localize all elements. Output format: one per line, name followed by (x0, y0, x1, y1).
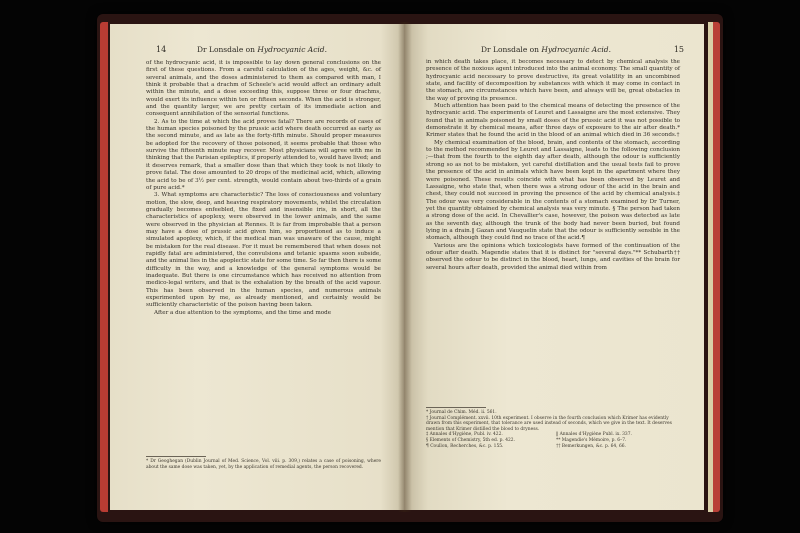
book-gutter (398, 22, 412, 512)
left-running-head (110, 44, 404, 56)
left-paragraph: 2. As to the time at which the acid proves fatal? There are records of cases of the human species poisoned by the prussic acid where death occurred as early as the second minute, and as late as the forty-fifth minute. Should proper measures be adopted for the recovery of those poisoned, it seems probable that those who survive the fifteenth minute may recover. Most physicians will agree with me in thinking that the Parisian epileptics, if properly attended to, would have lived; and it deserves remark, that a smaller dose than that which they took is not likely to prove fatal. The dose amounted to 20 drops of the medicinal acid, which, allowing the acid to be of 3½ per cent. strength, would contain about two-thirds of a grain of pure acid.* (146, 118, 381, 191)
right-paragraph: My chemical examination of the blood, brain, and contents of the stomach, according to the method recommended by Leuret and Lassaigne, leads to the following conclusion ;—that from the fourth to the eighth day after death, although the odour is sufficiently strong so as not to be mistaken, yet careful distillation and the usual tests fail to prove the presence of the acid in animals which have been kept in the apartment where they were poisoned. These results coincide with what has been observed by Leuret and Lassaigne, who state that, when there was a strong odour of the acid in the brain and chest, they could not succeed in proving the presence of the acid by chemical analysis.‡ The odour was very considerable in the contents of a stomach examined by Dr Turner, yet the quantity obtained by chemical analysis was very minute. § The person had taken a strong dose of the acid. In Chevallier's case, however, the poison was detected as late as the seventh day, although the trunk of the body had never been buried, but found lying in a drain.‖ Gazan and Vauquelin state that the odour is sufficiently sensible in the stomach, although they could find no trace of the acid.¶ (426, 139, 680, 242)
left-paragraph: After a due attention to the symptoms, and the time and mode (154, 309, 332, 316)
left-footnotes (146, 459, 381, 470)
left-paragraph: 3. What symptoms are characteristic? The loss of consciousness and voluntary motion, the slow, deep, and heaving respiratory movements, whilst the circulation gradually becomes enfeebled, the fixed and insensible iris, in short, all the characteristics of apoplexy, were observed in the lower animals, and the same were observed in the physician at Rennes. It is far from improbable that a person may have a dose of prussic acid given him, so proportioned as to induce a simulated apoplexy, which, if the medical man was unaware of the cause, might be mistaken for the real disease. For it must be remembered that when doses not rapidly fatal are administered, the convulsions and tetanic spasms soon subside, and the animal lies in the apoplectic state for some time. So far then there is some difficulty in the way, and a knowledge of the general symptoms would be inadequate. But there is one circumstance which has received no attention from medico-legal writers, and that is the exhalation by the breath of the acid vapour. This has been observed in the human species, and numerous animals experimented upon by me, as already mentioned, and certainly would be sufficiently characteristic of the poison having been taken. (146, 192, 381, 309)
right-footnotes (426, 410, 680, 449)
left-page (110, 24, 404, 510)
right-page-number: 15 (673, 45, 684, 54)
left-footnote-rule (146, 456, 206, 457)
right-footnote: † Journal Complément. xxvii. 10th experiment. I observe in the fourth conclusion which Krimer has evidently drawn from this experiment, that tolerance are used instead of seconds, which we give in the text. It deserves mention that Krimer distilled the blood to dryness. (426, 415, 672, 432)
right-running-head (404, 44, 704, 56)
right-footnote: ‡ Annales d'Hygiène, Publ. iv. 422. (426, 432, 503, 438)
right-footnote: * Journal de Chim. Méd. ii. 561. (426, 410, 497, 415)
right-footnote-columns (426, 432, 680, 449)
right-paragraph: Various are the opinions which toxicologists have formed of the continuation of the odour after death. Magendie states that it is distinct for "several days."** Schubarth†† observed the odour to be distinct in the blood, heart, lungs, and cavities of the brain for several hours after death, provided the animal died within from (426, 242, 680, 271)
right-footnote: § Elements of Chemistry, 5th ed. p. 422. (426, 437, 515, 443)
left-page-edge (100, 22, 108, 512)
right-footnote: ¶ Coullon, Recherches, &c. p. 155. (426, 443, 504, 449)
right-footnote: †† Bemerkungen, &c. p. 64, 66. (556, 443, 626, 449)
right-page (404, 24, 704, 510)
right-running-title: Dr Lonsdale on Hydrocyanic Acid. (480, 45, 611, 54)
left-footnote: * Dr Geoghegan (Dublin Journal of Med. Science, Vol. viii. p. 309,) relates a case of poisoning, where about the same dose was taken, yet, by the application of remedial agents, the person recovered. (146, 459, 381, 470)
left-running-title: Dr Lonsdale on Hydrocyanic Acid. (196, 45, 327, 54)
right-footnote: ‖ Annales d'Hygiène Publ. ix. 337. (556, 432, 632, 438)
right-paragraph: in which death takes place, it becomes necessary to detect by chemical analysis the presence of the noxious agent introduced into the animal economy. The small quantity of hydrocyanic acid necessary to prove destructive, its great volatility in an uncombined state, and facility of decomposition by substances with which it may come in contact in the stomach, are circumstances which have been, and always will be, great obstacles in the way of proving its presence. (426, 59, 680, 102)
right-paragraph: Much attention has been paid to the chemical means of detecting the presence of the hydrocyanic acid. The experiments of Leuret and Lassaigne are the most extensive. They found that in animals poisoned by small doses of the prussic acid it was not possible to demonstrate it by chemical means, after three days of exposure to the air after death.* Krimer states that he found the acid in the blood of an animal which died in 36 seconds.† (426, 103, 680, 139)
right-body-text (426, 59, 680, 272)
right-page-edge (708, 22, 720, 512)
right-footnote: ** Magendie's Mémoire, p. 6–7. (556, 437, 627, 443)
left-body-text (146, 60, 381, 317)
left-paragraph: of the hydrocyanic acid, it is impossible to lay down general conclusions on the first of these questions. From a careful calculation of the ages, weight, &c. of several animals, and the doses administered to them as compared with man, I think it probable that a drachm of Scheele's acid would affect an ordinary adult within the minute, and a dose exceeding this, suppose three or four drachms, would exert its influence within ten or fifteen seconds. When the acid is stronger, and the quantity larger, we are pretty certain of its immediate action and consequent annihilation of the sensorial functions. (146, 60, 381, 118)
left-page-number: 14 (156, 45, 167, 54)
right-footnote-rule (426, 407, 486, 408)
